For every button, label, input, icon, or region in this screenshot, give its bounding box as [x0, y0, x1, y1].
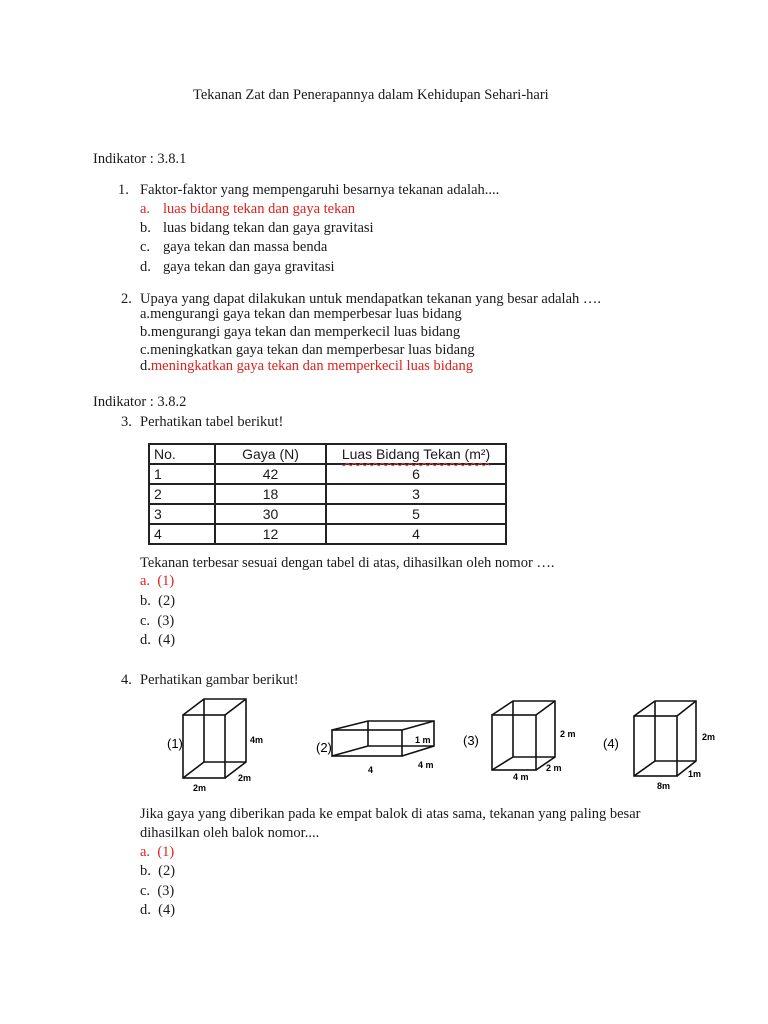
figure-3-dim-depth: 2 m — [546, 763, 562, 773]
q2-option-b: b.mengurangi gaya tekan dan memperkecil luas bidang — [140, 324, 461, 340]
q3-option-d: d. (4) — [140, 632, 176, 648]
table-row — [149, 464, 506, 484]
table-cell: 30 — [215, 504, 326, 524]
table-cell: 4 — [149, 524, 215, 544]
q4-option-d: d. (4) — [140, 902, 176, 918]
table-cell: 4 — [326, 524, 506, 544]
q1-option-b: luas bidang tekan dan gaya gravitasi — [163, 220, 374, 236]
q4-option-b: b. (2) — [140, 863, 176, 879]
table-cell: 12 — [215, 524, 326, 544]
figure-1-label: (1) — [167, 736, 183, 751]
figure-2-dim-depth: 4 m — [418, 760, 434, 770]
table-header-no: No. — [149, 444, 215, 464]
q4-prompt-line1: Jika gaya yang diberikan pada ke empat balok di atas sama, tekanan yang paling besar — [140, 806, 641, 822]
figure-4-dim-depth: 1m — [688, 769, 702, 779]
q2-option-a: a.mengurangi gaya tekan dan memperbesar luas bidang — [140, 306, 462, 322]
q3-prompt: Tekanan terbesar sesuai dengan tabel di atas, dihasilkan oleh nomor …. — [140, 555, 555, 571]
q2-option-d: d.meningkatkan gaya tekan dan memperkecil luas bidang — [140, 358, 473, 374]
figure-3-label: (3) — [463, 733, 479, 748]
q4-prompt-line2: dihasilkan oleh balok nomor.... — [140, 825, 320, 841]
indicator-heading-1: Indikator : 3.8.1 — [93, 151, 187, 167]
q3-option-a: a. (1) — [140, 573, 175, 589]
table-cell: 18 — [215, 484, 326, 504]
q4-number: 4. — [121, 672, 132, 688]
page-title: Tekanan Zat dan Penerapannya dalam Kehidupan Sehari-hari — [193, 87, 549, 103]
q1-option-c: gaya tekan dan massa benda — [163, 239, 328, 255]
q2-option-c: c.meningkatkan gaya tekan dan memperbesar luas bidang — [140, 342, 475, 358]
box-figures — [150, 695, 730, 795]
table-row — [149, 504, 506, 524]
q1-option-a-letter: a. — [140, 201, 151, 217]
figure-3-dim-height: 2 m — [560, 729, 576, 739]
q1-option-d: gaya tekan dan gaya gravitasi — [163, 259, 335, 275]
q4-text: Perhatikan gambar berikut! — [140, 672, 299, 688]
figure-1-dim-width: 2m — [193, 783, 207, 793]
table-cell: 2 — [149, 484, 215, 504]
figure-4-dim-width: 8m — [657, 781, 671, 791]
figure-4-label: (4) — [603, 736, 619, 751]
q1-option-a: luas bidang tekan dan gaya tekan — [163, 201, 356, 217]
table-header-row — [149, 444, 506, 464]
q3-number: 3. — [121, 414, 132, 430]
q2-text: Upaya yang dapat dilakukan untuk mendapatkan tekanan yang besar adalah …. — [140, 291, 602, 307]
figure-2-label: (2) — [316, 740, 332, 755]
q4-option-c: c. (3) — [140, 883, 175, 899]
figure-1-dim-height: 4m — [250, 735, 264, 745]
table-cell: 3 — [326, 484, 506, 504]
figure-2-dim-height: 1 m — [415, 735, 431, 745]
indicator-heading-2: Indikator : 3.8.2 — [93, 394, 187, 410]
q3-option-b: b. (2) — [140, 593, 176, 609]
figure-1-dim-depth: 2m — [238, 773, 252, 783]
q1-text: Faktor-faktor yang mempengaruhi besarnya tekanan adalah.... — [140, 182, 500, 198]
q1-option-d-letter: d. — [140, 259, 151, 275]
q3-option-c: c. (3) — [140, 613, 175, 629]
q4-option-a: a. (1) — [140, 844, 175, 860]
table-cell: 3 — [149, 504, 215, 524]
table-cell: 5 — [326, 504, 506, 524]
table-header-area: Luas Bidang Tekan (m²) — [326, 444, 506, 464]
table-header-force: Gaya (N) — [215, 444, 326, 464]
table-cell: 6 — [326, 464, 506, 484]
figure-3-dim-width: 4 m — [513, 772, 529, 782]
q1-option-c-letter: c. — [140, 239, 151, 255]
figure-2-dim-width: 4 — [368, 765, 374, 775]
q1-option-b-letter: b. — [140, 220, 151, 236]
pressure-table — [148, 443, 507, 545]
q3-text: Perhatikan tabel berikut! — [140, 414, 284, 430]
box-figure-4 — [634, 701, 696, 776]
box-figure-3 — [492, 701, 555, 770]
figure-4-dim-height: 2m — [702, 732, 716, 742]
q2-number: 2. — [121, 291, 132, 307]
table-row — [149, 524, 506, 544]
box-figure-1 — [183, 699, 246, 778]
table-cell: 1 — [149, 464, 215, 484]
table-row — [149, 484, 506, 504]
table-cell: 42 — [215, 464, 326, 484]
q1-number: 1. — [118, 182, 129, 198]
